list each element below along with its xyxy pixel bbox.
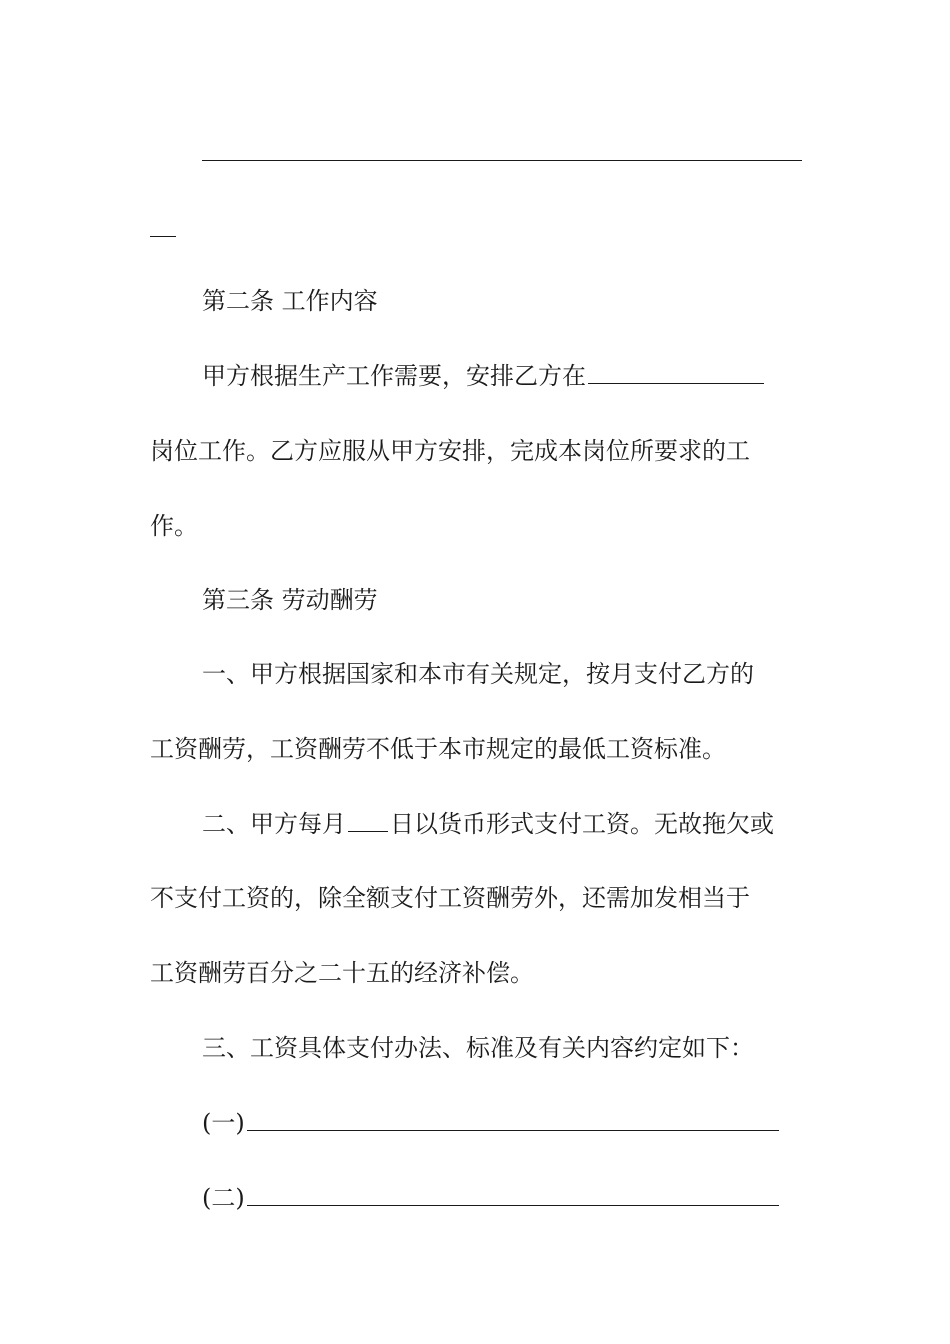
article-2-heading: 第二条 工作内容 — [202, 287, 378, 315]
sub-item-blank — [247, 1183, 779, 1206]
article-3-item-2-line — [202, 809, 774, 839]
position-blank — [588, 361, 764, 384]
article-3-heading: 第三条 劳动酬劳 — [202, 586, 378, 614]
article-3-item-3-line: 三、工资具体支付办法、标准及有关内容约定如下： — [202, 1034, 754, 1062]
sub-item-label: (二) — [202, 1184, 245, 1212]
article-2-paragraph-line: 岗位工作。乙方应服从甲方安排，完成本岗位所要求的工 — [150, 437, 750, 465]
sub-item-1 — [202, 1108, 781, 1138]
fill-in-line — [202, 160, 802, 161]
article-3-item-1-line: 一、甲方根据国家和本市有关规定，按月支付乙方的 — [202, 660, 754, 688]
payday-blank — [348, 809, 388, 832]
fill-in-line-tail — [150, 236, 176, 237]
item-2-text: 二、甲方每月 — [202, 810, 346, 838]
article-2-text: 甲方根据生产工作需要，安排乙方在 — [202, 362, 586, 390]
article-2-paragraph-line — [202, 361, 766, 391]
article-2-paragraph-line: 作。 — [150, 512, 198, 540]
sub-item-blank — [247, 1108, 779, 1131]
article-3-item-1-line: 工资酬劳，工资酬劳不低于本市规定的最低工资标准。 — [150, 735, 726, 763]
sub-item-2 — [202, 1183, 781, 1213]
item-2-text: 日以货币形式支付工资。无故拖欠或 — [390, 810, 774, 838]
article-3-item-2-line: 工资酬劳百分之二十五的经济补偿。 — [150, 959, 534, 987]
article-3-item-2-line: 不支付工资的，除全额支付工资酬劳外，还需加发相当于 — [150, 884, 750, 912]
sub-item-label: (一) — [202, 1109, 245, 1137]
